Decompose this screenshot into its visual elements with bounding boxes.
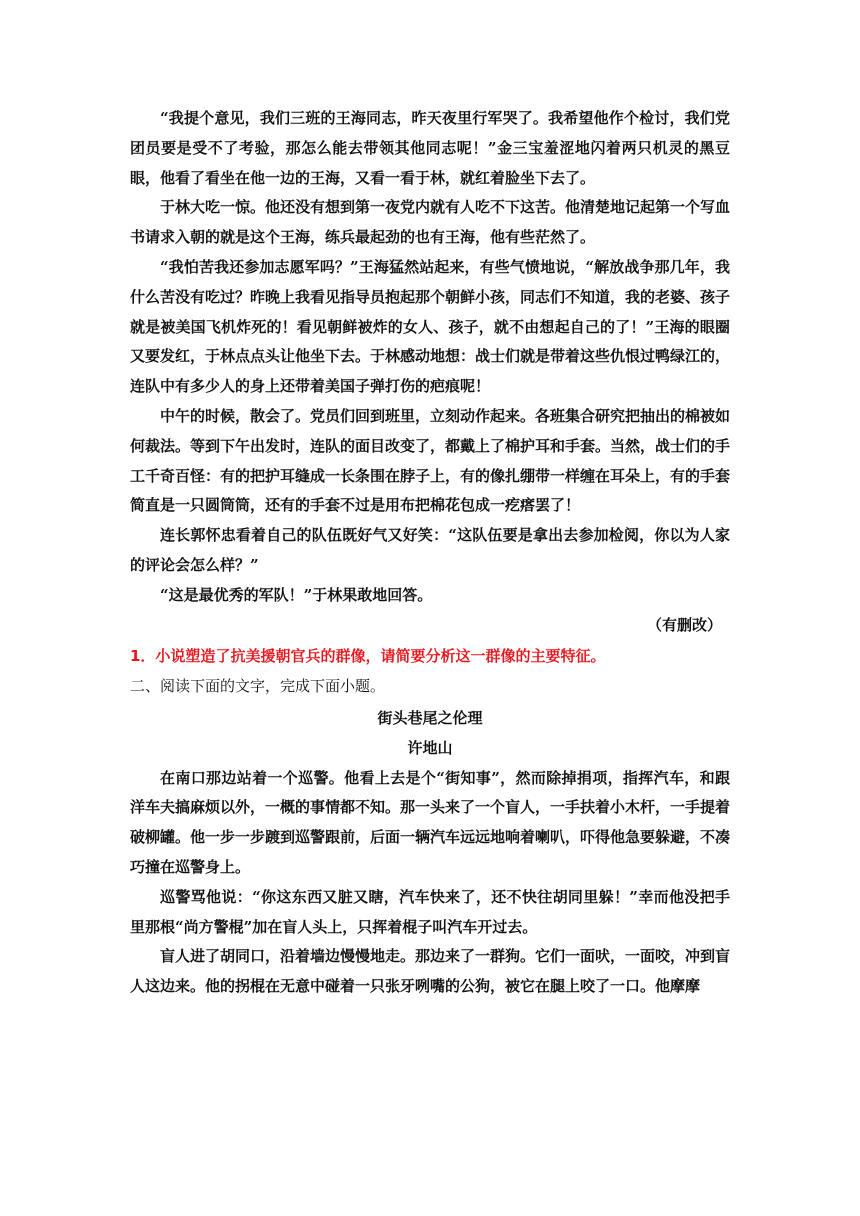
revision-note: （有删改） bbox=[646, 615, 722, 634]
section-2-heading: 二、阅读下面的文字，完成下面小题。 bbox=[130, 677, 386, 696]
essay-author: 许地山 bbox=[407, 738, 453, 757]
question-1: 1．小说塑造了抗美援朝官兵的群像，请简要分析这一群像的主要特征。 bbox=[130, 647, 606, 666]
passage1-paragraph-2: 于林大吃一惊。他还没有想到第一夜党内就有人吃不下这苦。他清楚地记起第一个写血书请求入朝的就是这个王海，练兵最起劲的也有王海，他有些茫然了。 bbox=[130, 198, 731, 247]
passage1-paragraph-1: “我提个意见，我们三班的王海同志，昨天夜里行军哭了。我希望他作个检讨，我们党团员要是受不了考验，那怎么能去带领其他同志呢！”金三宝羞涩地闪着两只机灵的黑豆眼，他看了看坐在他一边的王海，又看一看于林，就红着脸坐下去了。 bbox=[130, 109, 730, 187]
passage1-paragraph-3: “我怕苦我还参加志愿军吗？”王海猛然站起来，有些气愤地说，“解放战争那几年，我什么苦没有吃过？昨晚上我看见指导员抱起那个朝鲜小孩，同志们不知道，我的老婆、孩子就是被美国飞机炸死的！看见朝鲜被炸的女人、孩子，就不由想起自己的了！”王海的眼圈又要发红，于林点点头让他坐下去。于林感动地想：战士们就是带着这些仇恨过鸭绿江的，连队中有多少人的身上还带着美国子弹打伤的疤痕呢！ bbox=[130, 257, 731, 396]
essay-title: 街头巷尾之伦理 bbox=[377, 708, 483, 727]
essay-paragraph-2: 巡警骂他说：“你这东西又脏又瞎，汽车快来了，还不快往胡同里躲！”幸而他没把手里那根“尚方警棍”加在盲人头上，只挥着棍子叫汽车开过去。 bbox=[130, 887, 730, 936]
passage1-paragraph-6: “这是最优秀的军队！”于林果敢地回答。 bbox=[160, 585, 433, 604]
essay-paragraph-3: 盲人进了胡同口，沿着墙边慢慢地走。那边来了一群狗。它们一面吠，一面咬，冲到盲人这边来。他的拐棍在无意中碰着一只张牙咧嘴的公狗，被它在腿上咬了一口。他摩摩 bbox=[130, 947, 731, 996]
passage1-paragraph-4: 中午的时候，散会了。党员们回到班里，立刻动作起来。各班集合研究把抽出的棉被如何裁法。等到下午出发时，连队的面目改变了，都戴上了棉护耳和手套。当然，战士们的手工千奇百怪：有的把护耳缝成一长条围在脖子上，有的像扎绷带一样缠在耳朵上，有的手套简直是一只圆筒筒，还有的手套不过是用布把棉花包成一疙瘩罢了！ bbox=[130, 406, 731, 515]
document-page bbox=[130, 104, 730, 1002]
essay-paragraph-1: 在南口那边站着一个巡警。他看上去是个“街知事”，然而除掉捐项，指挥汽车，和跟洋车夫搞麻烦以外，一概的事情都不知。那一头来了一个盲人，一手扶着小木杆，一手提着破柳罐。他一步一步踱到巡警跟前，后面一辆汽车远远地响着喇叭，吓得他急要躲避，不凑巧撞在巡警身上。 bbox=[130, 768, 731, 876]
passage1-paragraph-5: 连长郭怀忠看着自己的队伍既好气又好笑：“这队伍要是拿出去参加检阅，你以为人家的评论会怎么样？” bbox=[130, 526, 730, 574]
